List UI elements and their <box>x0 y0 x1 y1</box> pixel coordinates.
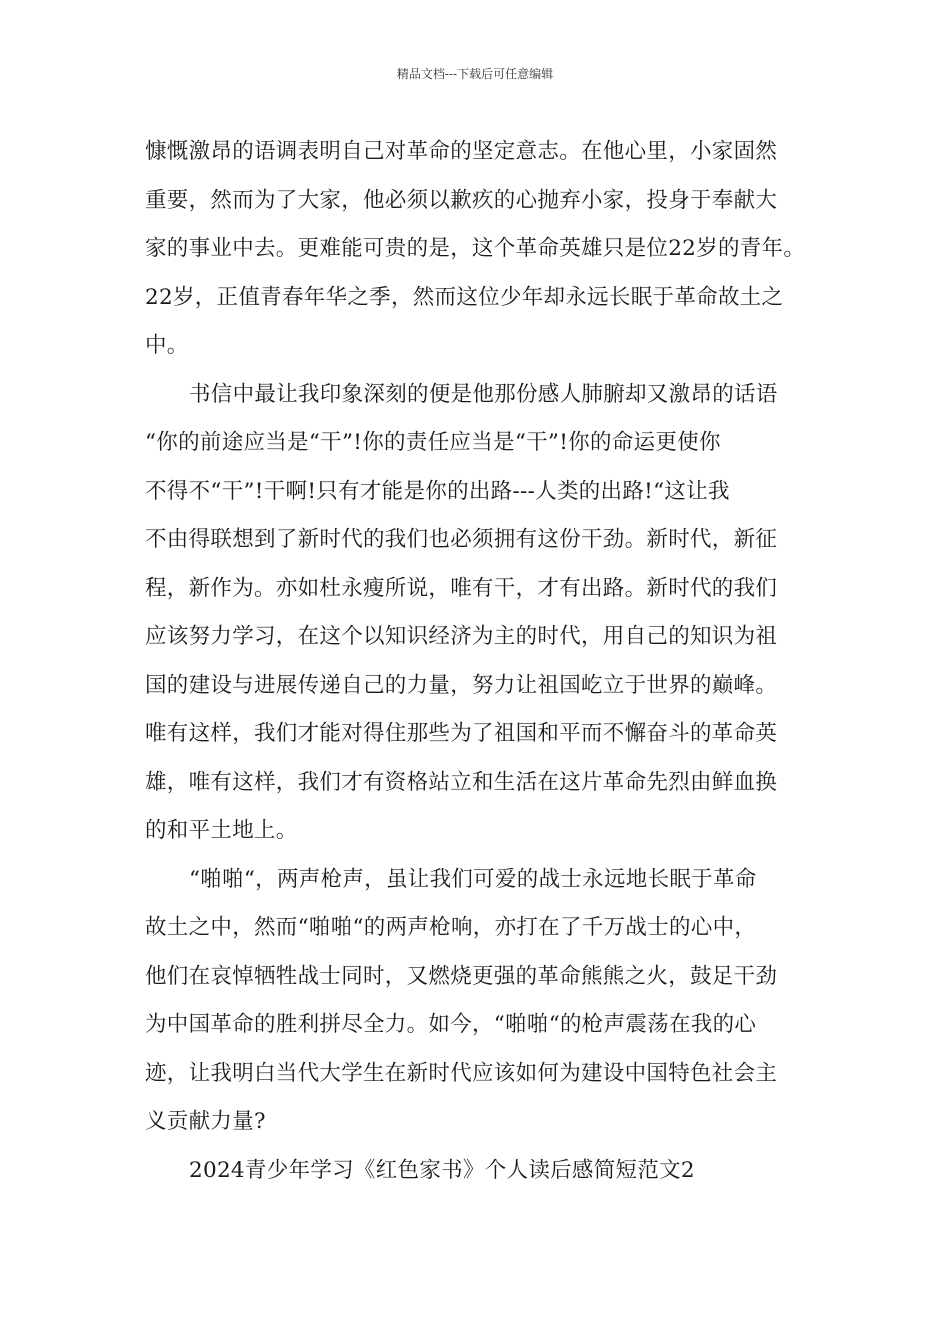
text-line: 不得不“干”!干啊!只有才能是你的出路---人类的出路!“这让我 <box>145 478 730 504</box>
heading-line: 2024青少年学习《红色家书》个人读后感简短范文2 <box>189 1157 695 1183</box>
text-line: 程，新作为。亦如杜永瘦所说，唯有干，才有出路。新时代的我们 <box>145 575 778 601</box>
text-line: 他们在哀悼牺牲战士同时，又燃烧更强的革命熊熊之火，鼓足干劲 <box>145 963 778 989</box>
text-line: 书信中最让我印象深刻的便是他那份感人肺腑却又激昂的话语 <box>189 381 778 407</box>
text-line: 22岁，正值青春年华之季，然而这位少年却永远长眠于革命故土之 <box>145 284 784 310</box>
text-line: 中。 <box>145 333 189 358</box>
text-line: 应该努力学习，在这个以知识经济为主的时代，用自己的知识为祖 <box>145 624 778 649</box>
section-heading <box>145 1147 815 1196</box>
text-line: “你的前途应当是“干”!你的责任应当是“干”!你的命运更使你 <box>145 430 721 455</box>
text-line: 慷慨激昂的语调表明自己对革命的坚定意志。在他心里，小家固然 <box>145 139 778 164</box>
paragraph-3 <box>145 856 815 1147</box>
text-line: 国的建设与进展传递自己的力量，努力让祖国屹立于世界的巅峰。 <box>145 672 778 698</box>
paragraph-1 <box>145 128 815 371</box>
document-body <box>145 128 815 1195</box>
paragraph-2 <box>145 371 815 856</box>
page-header: 精品文档---下载后可任意编辑 <box>396 67 554 81</box>
text-line: 家的事业中去。更难能可贵的是，这个革命英雄只是位22岁的青年。 <box>145 236 806 261</box>
text-line: 雄，唯有这样，我们才有资格站立和生活在这片革命先烈由鲜血换 <box>145 769 778 795</box>
text-line: 的和平土地上。 <box>145 818 298 843</box>
text-line: 义贡献力量? <box>145 1109 266 1134</box>
text-line: 迹，让我明白当代大学生在新时代应该如何为建设中国特色社会主 <box>145 1060 778 1086</box>
text-line: 不由得联想到了新时代的我们也必须拥有这份干劲。新时代，新征 <box>145 527 778 552</box>
text-line: 为中国革命的胜利拼尽全力。如今，“啪啪“的枪声震荡在我的心 <box>145 1012 757 1037</box>
text-line: 重要，然而为了大家，他必须以歉疚的心抛弃小家，投身于奉献大 <box>145 187 778 213</box>
text-line: 故土之中，然而“啪啪“的两声枪响，亦打在了千万战士的心中， <box>145 915 757 940</box>
text-line: “啪啪“，两声枪声，虽让我们可爱的战士永远地长眠于革命 <box>189 866 757 892</box>
text-line: 唯有这样，我们才能对得住那些为了祖国和平而不懈奋斗的革命英 <box>145 721 778 746</box>
